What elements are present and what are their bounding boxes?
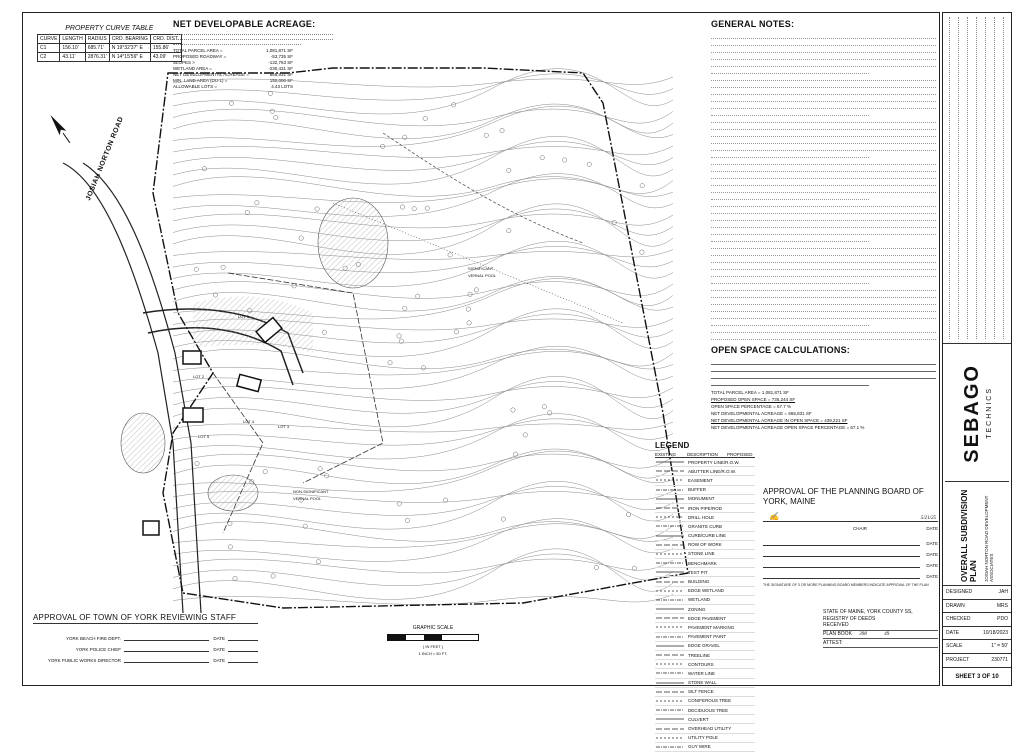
legend-symbol-icon bbox=[655, 496, 685, 502]
contour-line bbox=[173, 69, 673, 114]
plan-title-block bbox=[945, 481, 1009, 582]
house-footprint bbox=[237, 374, 261, 391]
tree-icon bbox=[511, 408, 515, 412]
registry-state: STATE OF MAINE, YORK COUNTY SS, bbox=[823, 609, 913, 615]
tree-icon bbox=[412, 207, 416, 211]
legend-symbol-icon bbox=[655, 597, 685, 603]
legend-item: TEST PIT bbox=[655, 568, 755, 577]
tree-icon bbox=[523, 433, 527, 437]
road-edge bbox=[83, 163, 201, 613]
tree-icon bbox=[318, 467, 322, 471]
graphic-scale-units: ( IN FEET ) bbox=[422, 644, 444, 649]
tree-icon bbox=[542, 405, 546, 409]
tree-icon bbox=[501, 517, 505, 521]
tree-icon bbox=[507, 168, 511, 172]
house-footprint bbox=[183, 351, 201, 364]
legend-item: BENCHMARK bbox=[655, 559, 755, 568]
legend-item: EASEMENT bbox=[655, 476, 755, 485]
table-row: ALLOWABLE LOTS = 4.43 LOTS bbox=[173, 84, 293, 89]
legend-item: WATER LINE bbox=[655, 669, 755, 678]
tree-icon bbox=[397, 502, 401, 506]
company-logo bbox=[945, 348, 1009, 478]
date-label: DATE bbox=[926, 526, 938, 531]
legend-item: CONTOURS bbox=[655, 660, 755, 669]
legend-item: STONE LINE bbox=[655, 550, 755, 559]
tree-icon bbox=[221, 265, 225, 269]
table-row: MIN. LAND AREA (DU-1) = 150,000 SF bbox=[173, 78, 293, 83]
tree-icon bbox=[448, 253, 452, 257]
legend-item: OVERHEAD UTILITY bbox=[655, 724, 755, 733]
legend-symbol-icon bbox=[655, 514, 685, 520]
planning-board-title: APPROVAL OF THE PLANNING BOARD OF YORK, MAINE bbox=[763, 487, 924, 506]
legend-item: EDGE WETLAND bbox=[655, 587, 755, 596]
title-block-row: CHECKED PDO bbox=[943, 612, 1011, 626]
tree-icon bbox=[640, 184, 644, 188]
grading-area bbox=[193, 296, 313, 353]
open-space-line: NET DEVELOPMENTAL ACREAGE = 665,831 SF bbox=[711, 411, 812, 416]
legend-symbol-icon bbox=[655, 661, 685, 667]
graphic-scale-title: GRAPHIC SCALE bbox=[412, 625, 454, 631]
tree-icon bbox=[315, 207, 319, 211]
board-member-signature-row: DATE bbox=[763, 568, 938, 579]
registry-deeds: REGISTRY OF DEEDS bbox=[823, 615, 876, 622]
curve-header: LENGTH bbox=[60, 35, 85, 44]
open-space-text bbox=[711, 358, 936, 386]
planning-board-footnote: THE SIGNATURE OF 3 OR MORE PLANNING BOARD MEMBERS INDICATE APPROVAL OF THE PLAN bbox=[763, 583, 929, 587]
sheet-number: SHEET 3 OF 10 bbox=[943, 667, 1011, 686]
tree-icon bbox=[466, 307, 470, 311]
legend-item: EDGE GRAVEL bbox=[655, 642, 755, 651]
registry-received: RECEIVED bbox=[823, 622, 938, 631]
scale-bar bbox=[387, 634, 479, 641]
legend-symbol-icon bbox=[655, 487, 685, 493]
tree-icon bbox=[195, 461, 199, 465]
legend-item: ROW OF WORK bbox=[655, 541, 755, 550]
legend-item: SILT FENCE bbox=[655, 688, 755, 697]
wetland-area bbox=[121, 413, 165, 473]
title-block-row: PROJECT 230771 bbox=[943, 653, 1011, 667]
legend-item: BUILDING bbox=[655, 577, 755, 586]
tree-icon bbox=[443, 498, 447, 502]
legend-symbol-icon bbox=[655, 707, 685, 713]
legend-item: STONE WALL bbox=[655, 679, 755, 688]
staff-signature-row: YORK POLICE CHIEF DATE bbox=[33, 641, 258, 652]
contour-line bbox=[173, 179, 673, 203]
legend-item: GUY WIRE bbox=[655, 743, 755, 752]
legend-item: CULVERT bbox=[655, 715, 755, 724]
table-row: C2 43.11' 2876.31' N 14°15'59" E 43.09' bbox=[38, 53, 182, 62]
tree-icon bbox=[400, 205, 404, 209]
tree-icon bbox=[612, 220, 616, 224]
contour-line bbox=[173, 524, 673, 548]
contour-line bbox=[173, 146, 673, 157]
legend-symbol-icon bbox=[655, 523, 685, 529]
legend-symbol-icon bbox=[655, 533, 685, 539]
legend-symbol-icon bbox=[655, 551, 685, 557]
signature-date: 5/21/25 bbox=[920, 516, 936, 521]
legend-item: GRANITE CURB bbox=[655, 522, 755, 531]
title-block-row: DESIGNED JAH bbox=[943, 585, 1011, 599]
lot-label: LOT 5 bbox=[198, 434, 210, 439]
legend-item: WETLAND bbox=[655, 596, 755, 605]
table-row: SLOPES > -132,763 SF bbox=[173, 60, 293, 65]
staff-approval-block bbox=[33, 613, 258, 663]
curve-header: CRD. DIST. bbox=[150, 35, 181, 44]
legend-item: BUFFER bbox=[655, 486, 755, 495]
tree-icon bbox=[403, 306, 407, 310]
revision-block bbox=[943, 13, 1011, 344]
tree-icon bbox=[484, 133, 488, 137]
open-space-line: TOTAL PARCEL AREA = 1,081,871 SF bbox=[711, 390, 789, 395]
tree-icon bbox=[548, 411, 552, 415]
lot-label: LOT 4 bbox=[243, 419, 255, 424]
graphic-scale bbox=[383, 625, 483, 657]
plan-title: OVERALL SUBDIVISION PLAN bbox=[960, 489, 978, 582]
tree-icon bbox=[500, 128, 504, 132]
curve-header: CURVE bbox=[38, 35, 60, 44]
table-row: C1 156.10' 685.71' N 19°32'37" E 155.86' bbox=[38, 44, 182, 53]
tree-icon bbox=[322, 330, 326, 334]
house-footprint bbox=[183, 408, 203, 422]
tree-icon bbox=[425, 206, 429, 210]
tree-icon bbox=[388, 361, 392, 365]
contour-line bbox=[173, 106, 673, 146]
legend-symbol-icon bbox=[655, 634, 685, 640]
legend-symbol-icon bbox=[655, 716, 685, 722]
contour-line bbox=[173, 549, 673, 599]
legend-item: PAVEMENT PAINT bbox=[655, 633, 755, 642]
legend-item: EDGE PAVEMENT bbox=[655, 614, 755, 623]
tree-icon bbox=[399, 339, 403, 343]
open-space-line: PROPOSED OPEN SPACE = 735,244 SF bbox=[711, 397, 796, 402]
signature-line bbox=[763, 513, 938, 522]
legend-symbol-icon bbox=[655, 643, 685, 649]
tree-icon bbox=[270, 109, 274, 113]
tree-icon bbox=[454, 330, 458, 334]
staff-signature-row: YORK PUBLIC WORKS DIRECTOR DATE bbox=[33, 652, 258, 663]
contour-line bbox=[173, 282, 673, 299]
plan-book-value: 398 bbox=[859, 631, 867, 637]
legend-item: DECIDUOUS TREE bbox=[655, 706, 755, 715]
legend-item: IRON PIPE/ROD bbox=[655, 504, 755, 513]
open-space-line: OPEN SPACE PERCENTAGE = 67.7 % bbox=[711, 404, 791, 409]
title-block-row: SCALE 1" = 50' bbox=[943, 639, 1011, 653]
legend-item: DRILL HOLE bbox=[655, 513, 755, 522]
table-row: TOTAL PARCEL AREA = 1,081,871 SF bbox=[173, 48, 293, 53]
legend-symbol-icon bbox=[655, 569, 685, 575]
legend bbox=[655, 441, 755, 752]
tree-icon bbox=[405, 518, 409, 522]
tree-icon bbox=[626, 512, 630, 516]
board-member-signature-row: DATE bbox=[763, 535, 938, 546]
signature: ✍ bbox=[769, 512, 779, 521]
pond-label: SIGNIFICANT VERNAL POOL bbox=[468, 266, 497, 278]
curve-header: RADIUS bbox=[85, 35, 109, 44]
legend-symbol-icon bbox=[655, 560, 685, 566]
tree-icon bbox=[263, 470, 267, 474]
title-block bbox=[942, 12, 1012, 686]
page-value: 49 bbox=[884, 631, 890, 637]
title-block-row: DATE 10/18/2023 bbox=[943, 626, 1011, 640]
house-footprint bbox=[143, 521, 159, 535]
legend-symbol-icon bbox=[655, 726, 685, 732]
tree-icon bbox=[587, 162, 591, 166]
planning-board-approval bbox=[763, 487, 938, 589]
legend-item: CURB/CURB LINE bbox=[655, 532, 755, 541]
contour-line bbox=[173, 209, 673, 241]
legend-item: ZONING bbox=[655, 605, 755, 614]
legend-symbol-icon bbox=[655, 588, 685, 594]
legend-symbol-icon bbox=[655, 615, 685, 621]
title-block-row: DRAWN MRS bbox=[943, 599, 1011, 613]
owner-name: JOSIAH NORTON ROAD DEVELOPMENT ASSOCIATES bbox=[984, 495, 994, 582]
general-notes-title: GENERAL NOTES: bbox=[711, 19, 795, 29]
lot-label: LOT 1 bbox=[238, 314, 250, 319]
tree-icon bbox=[274, 115, 278, 119]
legend-symbol-icon bbox=[655, 505, 685, 511]
contour-line bbox=[173, 522, 673, 542]
drawing-frame bbox=[22, 12, 940, 750]
chair-label: CHAIR bbox=[853, 526, 868, 531]
legend-symbol-icon bbox=[655, 579, 685, 585]
registry-plan-book: PLAN BOOK 398 49 bbox=[823, 631, 938, 640]
site-plan-map bbox=[23, 13, 703, 613]
open-space-line: NET DEVELOPMENTAL ACREAGE OPEN SPACE PERCENTAGE = 67.1 % bbox=[711, 425, 865, 430]
tree-icon bbox=[468, 292, 472, 296]
company-name: SEBAGO bbox=[961, 363, 983, 463]
legend-title: LEGEND bbox=[655, 441, 690, 450]
company-sub: TECHNICS bbox=[986, 387, 993, 439]
tree-icon bbox=[233, 576, 237, 580]
tree-icon bbox=[194, 267, 198, 271]
curve-header: CRD. BEARING bbox=[109, 35, 150, 44]
tree-icon bbox=[423, 116, 427, 120]
legend-item: TREELINE bbox=[655, 651, 755, 660]
pond-label: NON-SIGNIFICANT VERNAL POOL bbox=[293, 489, 329, 501]
tree-icon bbox=[228, 545, 232, 549]
legend-symbol-icon bbox=[655, 542, 685, 548]
contour-line bbox=[173, 177, 673, 197]
north-arrow-icon bbox=[47, 113, 73, 145]
contour-line bbox=[173, 141, 673, 170]
table-row: WETLAND AREA = -230,431 SF bbox=[173, 66, 293, 71]
board-member-signature-row: DATE bbox=[763, 546, 938, 557]
tree-icon bbox=[540, 155, 544, 159]
contour-line bbox=[173, 204, 673, 254]
stream-line bbox=[383, 133, 583, 243]
legend-symbol-icon bbox=[655, 689, 685, 695]
staff-approval-title: APPROVAL OF TOWN OF YORK REVIEWING STAFF bbox=[33, 613, 258, 624]
legend-symbol-icon bbox=[655, 698, 685, 704]
registry-attest: ATTEST: bbox=[823, 639, 938, 648]
tree-icon bbox=[594, 565, 598, 569]
tree-icon bbox=[213, 293, 217, 297]
general-notes bbox=[711, 19, 936, 340]
legend-header: EXISTING DESCRIPTION PROPOSED bbox=[655, 452, 755, 458]
table-row: NET DEVELOPMENTAL ACREAGE = 665,831 SF bbox=[173, 72, 293, 77]
legend-symbol-icon bbox=[655, 680, 685, 686]
registry-block bbox=[823, 609, 938, 648]
curve-table-title: PROPERTY CURVE TABLE bbox=[65, 25, 154, 32]
tree-icon bbox=[474, 288, 478, 292]
tree-icon bbox=[632, 566, 636, 570]
legend-symbol-icon bbox=[655, 670, 685, 676]
road-label: JOSIAH NORTON ROAD bbox=[85, 115, 126, 202]
legend-symbol-icon bbox=[655, 468, 685, 474]
tree-icon bbox=[467, 321, 471, 325]
contour-line bbox=[173, 351, 673, 375]
open-space-calculations bbox=[711, 345, 936, 431]
tree-icon bbox=[416, 294, 420, 298]
legend-item: UTILITY POLE bbox=[655, 734, 755, 743]
legend-symbol-icon bbox=[655, 735, 685, 741]
legend-symbol-icon bbox=[655, 652, 685, 658]
tree-icon bbox=[268, 91, 272, 95]
legend-item: PROPERTY LINE/R.O.W. bbox=[655, 458, 755, 467]
legend-item: PAVEMENT MARKING bbox=[655, 623, 755, 632]
staff-signature-row: YORK BEACH FIRE DEPT. DATE bbox=[33, 630, 258, 641]
wetland-area bbox=[208, 475, 258, 511]
table-row: PROPOSED ROADWAY = -53,735 SF bbox=[173, 54, 293, 59]
tree-icon bbox=[421, 366, 425, 370]
general-notes-text bbox=[711, 32, 936, 340]
legend-symbol-icon bbox=[655, 744, 685, 750]
open-space-line: NET DEVELOPMENTAL ACREAGE IN OPEN SPACE = 439,221 SF bbox=[711, 418, 848, 423]
tree-icon bbox=[202, 167, 206, 171]
contour-line bbox=[173, 454, 673, 471]
tree-icon bbox=[299, 236, 303, 240]
tree-icon bbox=[397, 334, 401, 338]
open-space-title: OPEN SPACE CALCULATIONS: bbox=[711, 345, 850, 355]
tree-icon bbox=[316, 560, 320, 564]
legend-symbol-icon bbox=[655, 606, 685, 612]
contour-line bbox=[173, 241, 673, 286]
tree-icon bbox=[562, 158, 566, 162]
tree-icon bbox=[507, 228, 511, 232]
lot-label: LOT 2 bbox=[193, 374, 205, 379]
tree-icon bbox=[271, 574, 275, 578]
tree-icon bbox=[255, 201, 259, 205]
contour-line bbox=[173, 554, 673, 586]
board-member-signature-row: DATE bbox=[763, 557, 938, 568]
legend-item: ABUTTER LINE/R.O.W. bbox=[655, 467, 755, 476]
graphic-scale-ratio: 1 INCH = 50 FT. bbox=[418, 651, 448, 656]
legend-item: CONIFEROUS TREE bbox=[655, 697, 755, 706]
tree-icon bbox=[640, 250, 644, 254]
road-edge bbox=[63, 163, 183, 613]
legend-symbol-icon bbox=[655, 459, 685, 465]
net-dev-title: NET DEVELOPABLE ACREAGE: bbox=[173, 19, 316, 29]
tree-icon bbox=[229, 101, 233, 105]
legend-symbol-icon bbox=[655, 477, 685, 483]
legend-item: MONUMENT bbox=[655, 495, 755, 504]
legend-symbol-icon bbox=[655, 624, 685, 630]
lot-label: LOT 3 bbox=[278, 424, 290, 429]
